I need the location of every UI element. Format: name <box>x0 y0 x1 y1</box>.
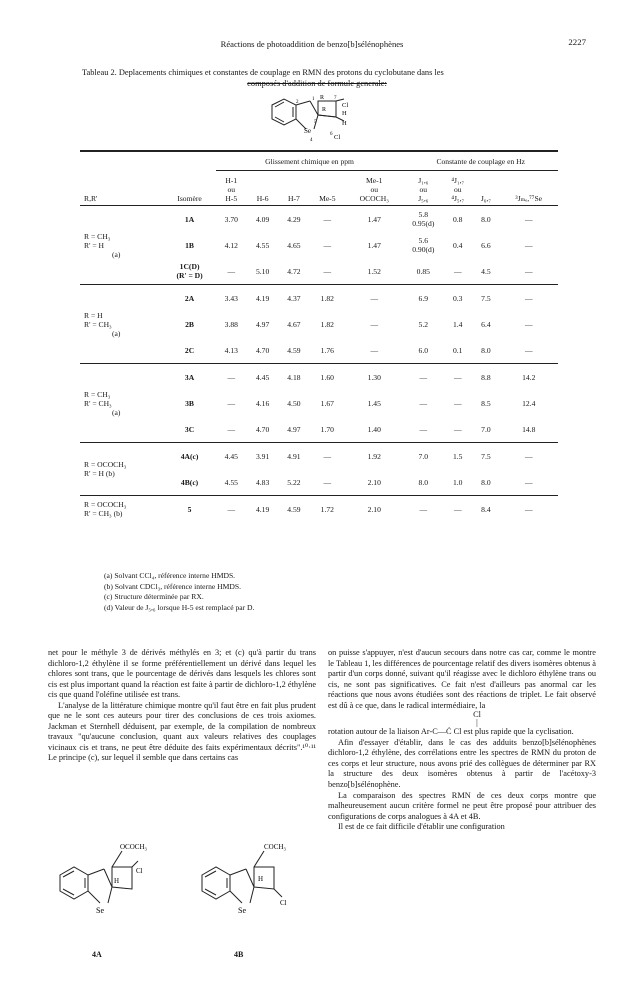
value-cell: 4.59 <box>287 345 301 355</box>
value-cell: 7.0 <box>418 451 429 461</box>
substituent-label: R = CH₃ R' = CH₃ (a) <box>84 389 121 417</box>
value-cell: 7.5 <box>481 293 491 303</box>
value-cell: — <box>227 504 236 514</box>
value-cell: — <box>524 504 533 514</box>
value-cell: — <box>453 504 462 514</box>
table-row <box>80 364 558 391</box>
value-cell: — <box>453 266 462 276</box>
sub-4b: COCH₃ <box>264 843 286 851</box>
right-paragraph-1: on puisse s'appuyer, n'est d'aucun secours dans notre cas car, comme le montre le Tableau 1, les différences de pourcentage relatif des divers isomères obtenus à partir d'un corps donné, suivant qu'il réagisse avec le dichloro éthylène trans ou cis, ne sont pas significatives. Ce fait n'est d'ailleurs pas anormal car les réactions que nous avons étudiées sont des réactions de triplet. Le fait observé est dû à ce que, dans le radical intermédiaire, la <box>328 648 596 710</box>
value-cell: 1.70 <box>320 424 334 434</box>
value-cell: — <box>323 477 332 487</box>
table-row <box>80 285 558 312</box>
col-me5: Me-5 <box>319 194 336 203</box>
value-cell: 14.2 <box>522 372 536 382</box>
value-cell: 4.45 <box>224 451 238 461</box>
right-paragraph-2: Afin d'essayer d'établir, dans le cas des adduits benzo[b]sélénophènes dichloro-1,2 éthylène, des corrélations entre les spectres de RMN du proton de ces corps et leur structure, nous avons prié des collègues de déterminer par RX la structure des deux isomères obtenus à partir de l'acétoxy-3 benzo[b]sélénophène. <box>328 737 596 790</box>
pos-4: 4 <box>310 138 313 143</box>
isomer-cell: 2B <box>185 319 194 329</box>
value-cell: 4.29 <box>287 214 301 224</box>
value-cell: 1.82 <box>320 293 334 303</box>
value-cell: 8.0 <box>481 345 491 355</box>
value-cell: 14.8 <box>522 424 536 434</box>
value-cell: 1.76 <box>320 345 334 355</box>
left-paragraph-2: L'analyse de la littérature chimique montre qu'il faut être en fait plus prudent que ne le sont ces auteurs pour tirer des conclusions de ces trois axiomes. Jackman et Sternhell déduisent, par exemple, de la compilation de nombreux travaux "qu'aucune conclusion, quant aux valeurs relatives des couplages vicinaux cis et trans, ne peut être déduite des faits expérimentaux décrits".¹⁰·¹¹ Le principe (c), sur lequel il semble que dans certains cas <box>48 700 316 763</box>
isomer-cell: 1B <box>185 240 194 250</box>
value-cell: — <box>524 266 533 276</box>
value-cell: 6.9 <box>418 293 429 303</box>
value-cell: — <box>453 372 462 382</box>
value-cell: — <box>323 266 332 276</box>
value-cell: 4.91 <box>287 451 301 461</box>
value-cell: — <box>524 240 533 250</box>
right-paragraph-1b: rotation autour de la liaison Ar-C—Ċ Cl est plus rapide que la cyclisation. <box>328 727 574 737</box>
se-atom-label: Se <box>304 127 311 135</box>
value-cell: 6.4 <box>481 319 491 329</box>
value-cell: 4.67 <box>287 319 301 329</box>
pos-5: 5 <box>314 120 317 125</box>
value-cell: 1.45 <box>367 398 381 408</box>
note-a: (a) Solvant CCl₄, référence interne HMDS. <box>104 571 236 580</box>
note-d: (d) Valeur de J₅,₆ lorsque H-5 est remplacé par D. <box>104 602 255 612</box>
value-cell: 3.91 <box>255 451 270 461</box>
value-cell: — <box>370 293 379 303</box>
se-label-4b: Se <box>238 906 246 915</box>
value-cell: 1.72 <box>320 504 334 514</box>
value-cell: — <box>323 451 332 461</box>
value-cell: — <box>370 319 379 329</box>
value-cell: 2.10 <box>367 477 381 487</box>
substituent-label: R = CH₃ R' = H (a) <box>84 231 121 259</box>
r-label-1: R <box>320 95 325 101</box>
value-cell: 4.12 <box>224 240 238 250</box>
isomer-cell: 3B <box>185 398 194 408</box>
value-cell: 2.10 <box>367 504 381 514</box>
sub-4a: OCOCH₃ <box>120 843 147 851</box>
value-cell: 8.5 <box>481 398 491 408</box>
note-b: (b) Solvant CDCl₃, référence interne HMDS. <box>104 581 241 591</box>
value-cell: 4.09 <box>255 214 270 224</box>
isomer-cell: 1C(D) (R' = D) <box>176 262 203 280</box>
value-cell: 0.3 <box>452 293 463 303</box>
isomer-cell: 4A(c) <box>180 451 199 461</box>
value-cell: 8.0 <box>481 477 491 487</box>
value-cell: 4.5 <box>481 266 491 276</box>
value-cell: 3.88 <box>224 319 238 329</box>
col-isomer: Isomère <box>177 194 202 203</box>
value-cell: 4.59 <box>287 504 301 514</box>
value-cell: 0.85 <box>416 266 430 276</box>
col-j16: J₁,₆ ou J₅,₆ <box>418 176 429 203</box>
value-cell: — <box>419 398 428 408</box>
cl-4b: Cl <box>280 899 287 907</box>
col-j17: ⁴J₁,₇ ou ⁴J₅,₇ <box>451 176 465 203</box>
value-cell: 5.10 <box>255 266 270 276</box>
value-cell: — <box>227 424 236 434</box>
value-cell: — <box>227 266 236 276</box>
running-title: Réactions de photoaddition de benzo[b]sélénophènes <box>220 39 404 49</box>
cl-label-1: Cl <box>342 102 349 109</box>
value-cell: — <box>524 319 533 329</box>
value-cell: 4.70 <box>255 345 270 355</box>
value-cell: 5.2 <box>418 319 429 329</box>
value-cell: 0.8 <box>452 214 463 224</box>
isomer-cell: 1A <box>184 214 195 224</box>
value-cell: 4.83 <box>255 477 270 487</box>
value-cell: 0.4 <box>452 240 463 250</box>
h-label-2: H <box>342 120 347 127</box>
value-cell: 4.18 <box>287 372 301 382</box>
h-4a: H <box>114 877 120 885</box>
page-number: 2227 <box>568 37 586 47</box>
isomer-cell: 3A <box>184 372 195 382</box>
coupling-group-header: Constante de couplage en Hz <box>403 151 558 171</box>
col-h6: H-6 <box>256 194 269 203</box>
value-cell: 8.0 <box>418 477 429 487</box>
value-cell: — <box>323 240 332 250</box>
value-cell: 3.43 <box>224 293 238 303</box>
value-cell: — <box>323 214 332 224</box>
value-cell: 4.70 <box>255 424 270 434</box>
value-cell: — <box>524 477 533 487</box>
value-cell: 5.22 <box>287 477 301 487</box>
value-cell: 8.8 <box>481 372 491 382</box>
value-cell: 12.4 <box>522 398 536 408</box>
value-cell: 4.16 <box>255 398 270 408</box>
value-cell: 4.45 <box>255 372 270 382</box>
caption-line-1: Tableau 2. Deplacements chimiques et constantes de couplage en RMN des protons du cyclobutane dans les <box>82 68 444 77</box>
col-jse: ³Jₘₑ,⁷⁷Se <box>515 194 543 203</box>
value-cell: 4.72 <box>287 266 301 276</box>
value-cell: 1.67 <box>320 398 334 408</box>
value-cell: 5.6 0.90(d) <box>412 236 435 254</box>
isomer-cell: 2A <box>184 293 195 303</box>
value-cell: — <box>453 424 462 434</box>
cl-4a: Cl <box>136 867 143 875</box>
value-cell: 4.19 <box>255 293 270 303</box>
isomer-cell: 2C <box>184 345 195 355</box>
h-label-1: H <box>342 110 347 117</box>
value-cell: 4.13 <box>224 345 238 355</box>
value-cell: 7.0 <box>481 424 491 434</box>
general-structure-diagram <box>258 95 378 151</box>
shift-group-header: Glissement chimique en ppm <box>216 151 404 171</box>
table-notes <box>104 571 254 613</box>
isomer-cell: 4B(c) <box>180 477 199 487</box>
left-paragraph-1: net pour le méthyle 3 de dérivés méthylés en 3; et (c) qu'à partir du trans dichloro-1,2 éthylène il se forme préférentiellement un dérivé dans lequel les chlores sont trans, que le pourcentage de dérivés dans lesquels les chlores sont cis est plus important quand la réaction est faite à partir de dichloro-1,2 éthylène cis que quand l'oléfine utilisée est trans. <box>48 648 316 700</box>
value-cell: 7.5 <box>481 451 491 461</box>
value-cell: 1.30 <box>367 372 381 382</box>
value-cell: 1.5 <box>452 451 463 461</box>
value-cell: — <box>524 214 533 224</box>
substituent-label: R = H R' = CH₃ (a) <box>84 310 121 338</box>
value-cell: — <box>524 451 533 461</box>
value-cell: 4.55 <box>224 477 238 487</box>
value-cell: 1.82 <box>320 319 334 329</box>
value-cell: 1.60 <box>320 372 334 382</box>
formula-fragment: Cl | <box>473 710 481 728</box>
note-c: (c) Structure déterminée par RX. <box>104 592 204 601</box>
right-paragraph-4: Il est de ce fait difficile d'établir une configuration <box>338 822 505 832</box>
value-cell: 4.65 <box>287 240 301 250</box>
pos-6: 6 <box>330 132 333 137</box>
value-cell: 5.8 0.95(d) <box>412 210 435 228</box>
pos-7: 7 <box>334 96 337 101</box>
caption-line-2: composés d'addition de formule generale: <box>247 79 387 88</box>
col-j67: J₆,₇ <box>480 194 491 203</box>
value-cell: — <box>524 293 533 303</box>
value-cell: 3.70 <box>224 214 238 224</box>
value-cell: — <box>453 398 462 408</box>
label-4b: 4B <box>234 950 244 959</box>
value-cell: 1.0 <box>452 477 463 487</box>
value-cell: — <box>227 398 236 408</box>
substituent-label: R = OCOCH₃ R' = CH₃ (b) <box>84 500 127 518</box>
value-cell: 4.19 <box>255 504 270 514</box>
value-cell: 1.4 <box>452 319 463 329</box>
value-cell: 4.97 <box>255 319 270 329</box>
se-label-4a: Se <box>96 906 104 915</box>
table-row <box>80 496 558 523</box>
value-cell: 4.55 <box>255 240 270 250</box>
label-4a: 4A <box>92 950 102 959</box>
h-4b: H <box>258 875 264 883</box>
value-cell: 4.50 <box>287 398 301 408</box>
col-h1: H-1 ou H-5 <box>225 176 238 203</box>
isomer-cell: 3C <box>184 424 195 434</box>
cl-label-2: Cl <box>334 134 341 141</box>
table-caption <box>82 67 552 89</box>
isomer-cell: 5 <box>187 504 192 514</box>
value-cell: — <box>419 504 428 514</box>
value-cell: 1.40 <box>367 424 381 434</box>
col-h7: H-7 <box>287 194 300 203</box>
value-cell: 4.37 <box>287 293 301 303</box>
right-paragraph-3: La comparaison des spectres RMN de ces deux corps montre que malheureusement aucun critère formel ne peut être proposé pour attribuer des configurations de corps analogues à 4A et 4B. <box>328 790 596 821</box>
table-row <box>80 443 558 470</box>
value-cell: 8.4 <box>481 504 491 514</box>
value-cell: 1.47 <box>367 240 381 250</box>
structure-4b <box>194 835 304 935</box>
nmr-table <box>80 150 558 522</box>
value-cell: 1.47 <box>367 214 381 224</box>
value-cell: — <box>419 372 428 382</box>
value-cell: 6.0 <box>418 345 429 355</box>
body-right-column <box>328 648 596 833</box>
value-cell: 1.92 <box>367 451 381 461</box>
structure-4a <box>52 835 162 935</box>
value-cell: — <box>524 345 533 355</box>
value-cell: 6.6 <box>481 240 491 250</box>
body-left-column <box>48 648 316 764</box>
pos-1: 1 <box>312 97 315 102</box>
value-cell: 0.1 <box>452 345 463 355</box>
value-cell: — <box>370 345 379 355</box>
value-cell: 1.52 <box>367 266 381 276</box>
substituent-label: R = OCOCH₃ R' = H (b) <box>84 460 127 478</box>
value-cell: 4.97 <box>287 424 301 434</box>
r-label-2: R <box>322 107 327 113</box>
pos-2: 2 <box>296 100 299 105</box>
value-cell: — <box>227 372 236 382</box>
table-row <box>80 206 558 233</box>
col-rr: R,R' <box>84 194 98 203</box>
col-me1: Me-1 ou OCOCH₃ <box>359 176 389 203</box>
value-cell: 8.0 <box>481 214 491 224</box>
value-cell: — <box>419 424 428 434</box>
table-body <box>80 206 558 523</box>
